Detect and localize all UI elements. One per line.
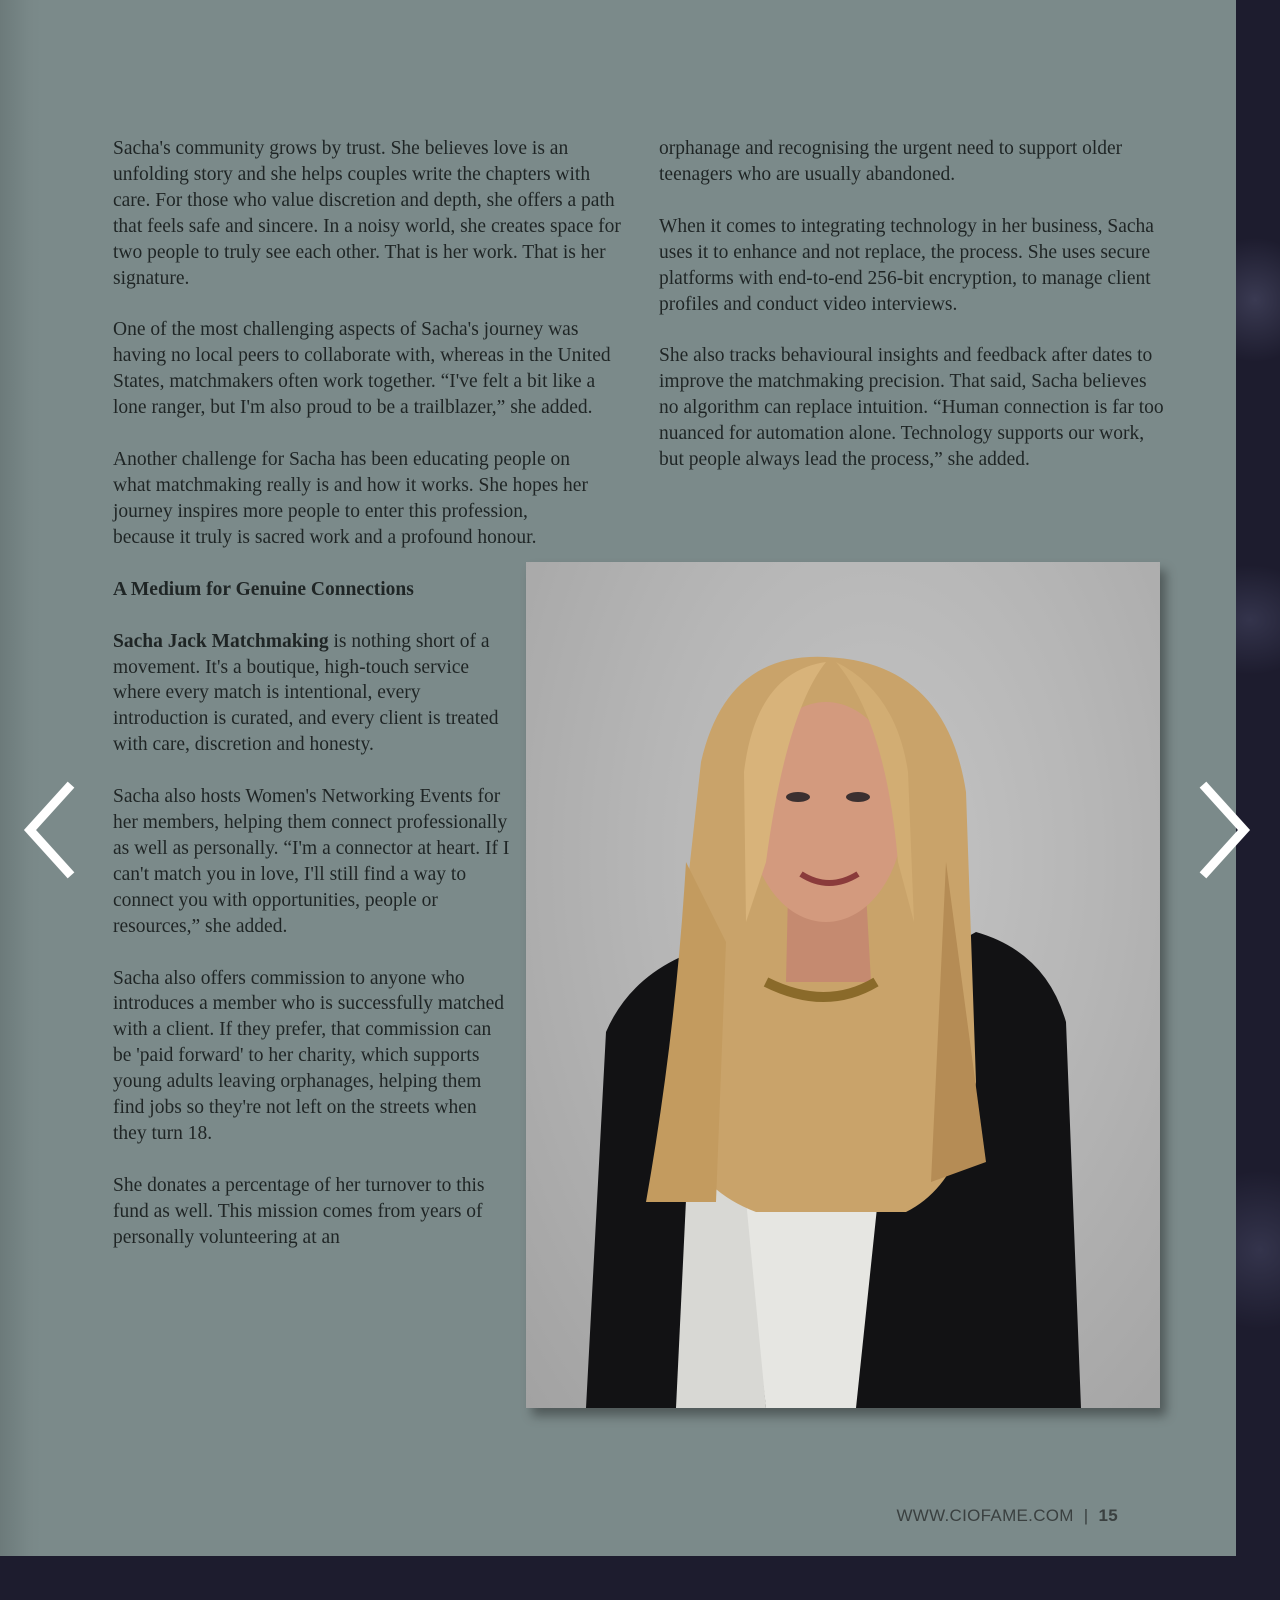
- footer-separator: |: [1083, 1506, 1089, 1525]
- paragraph: Another challenge for Sacha has been educating people on what matchmaking really is and how it works. She hopes her journey inspires more people to enter this profession, because it truly is sacred work and a profound honour.: [113, 449, 588, 548]
- portrait-illustration: [526, 562, 1160, 1408]
- right-column: [659, 136, 1169, 499]
- paragraph: When it comes to integrating technology in her business, Sacha uses it to enhance and not replace, the process. She uses secure platforms with end-to-end 256-bit encryption, to manage client profiles and conduct video interviews.: [659, 215, 1154, 315]
- paragraph: orphanage and recognising the urgent need to support older teenagers who are usually abandoned.: [659, 138, 1123, 185]
- previous-page-button[interactable]: [18, 780, 78, 880]
- page-spine: [0, 0, 42, 1556]
- paragraph: One of the most challenging aspects of Sacha's journey was having no local peers to collaborate with, whereas in the United States, matchmakers often work together. “I've felt a bit like a lone ranger, but I'm also proud to be a trailblazer,” she added.: [113, 319, 611, 419]
- paragraph: Sacha also hosts Women's Networking Events for her members, helping them connect professionally as well as personally. “I'm a connector at heart. If I can't match you in love, I'll still find a way to connect you with opportunities, people or resources,” she added.: [113, 786, 510, 937]
- page-number: 15: [1098, 1506, 1118, 1525]
- section-heading: A Medium for Genuine Connections: [113, 578, 414, 600]
- paragraph-text: is nothing short of a movement. It's a boutique, high-touch service where every match is intentional, every introduction is curated, and every client is treated with care, discretion and honesty.: [113, 630, 499, 756]
- paragraph: Sacha also offers commission to anyone who introduces a member who is successfully matched with a client. If they prefer, that commission can be 'paid forward' to her charity, which supports young adults leaving orphanages, helping them find jobs so they're not left on the streets when they turn 18.: [113, 967, 504, 1144]
- portrait-photo: [526, 562, 1160, 1408]
- chevron-right-icon: [1196, 780, 1256, 880]
- website-url: WWW.CIOFAME.COM: [896, 1506, 1074, 1525]
- paragraph: [113, 629, 513, 759]
- paragraph: Sacha's community grows by trust. She believes love is an unfolding story and she helps couples write the chapters with care. For those who value discretion and depth, she offers a path that feels safe and sincere. In a noisy world, she creates space for two people to truly see each other. That is her work. That is her signature.: [113, 138, 621, 289]
- chevron-left-icon: [18, 780, 78, 880]
- page-footer: [896, 1506, 1118, 1526]
- paragraph: She also tracks behavioural insights and feedback after dates to improve the matchmaking precision. That said, Sacha believes no algorithm can replace intuition. “Human connection is far too nuanced for automation alone. Technology supports our work, but people always lead the process,” she added.: [659, 345, 1164, 471]
- paragraph: She donates a percentage of her turnover to this fund as well. This mission comes from years of personally volunteering at an: [113, 1174, 485, 1248]
- brand-name: Sacha Jack Matchmaking: [113, 630, 329, 652]
- next-page-button[interactable]: [1196, 780, 1256, 880]
